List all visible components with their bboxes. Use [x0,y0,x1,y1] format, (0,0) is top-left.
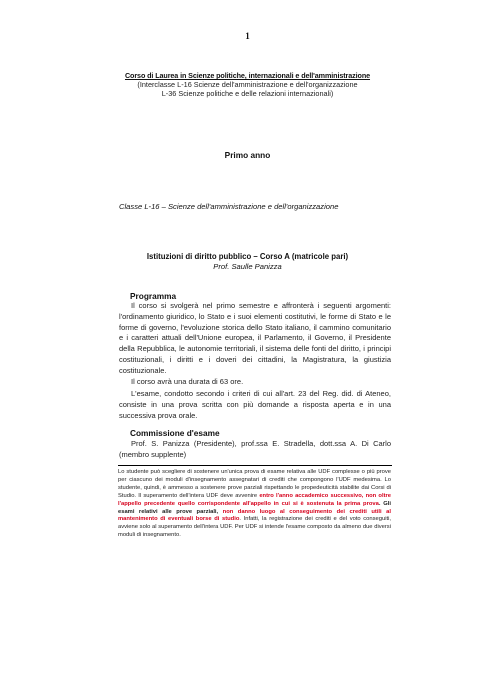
commissione-text: Prof. S. Panizza (Presidente), prof.ssa E. Stradella, dott.ssa A. Di Carlo (membro supplente) [119,439,391,459]
footnote-text-2: . Gli esami relativi alle prove parziali, [118,500,391,515]
footnote [118,469,391,540]
degree-interclass-line: (Interclasse L-16 Scienze dell'amministrazione e dell'organizzazione [137,80,358,89]
footnote-highlight-2: non danno luogo al conseguimento dei crediti utili al mantenimento di eventuali borse di studio [118,508,391,523]
course-title: Istituzioni di diritto pubblico – Corso A (matricole pari) [146,252,349,261]
course-professor: Prof. Saulle Panizza [213,262,282,271]
page-number: 1 [245,31,250,41]
degree-class-line: L-36 Scienze politiche e delle relazioni internazionali) [161,89,334,98]
year-heading: Primo anno [224,150,271,160]
programma-heading: Programma [130,291,177,301]
programma-text: Il corso si svolgerà nel primo semestre e affronterà i seguenti argomenti: l'ordinamento giuridico, lo Stato e i suoi elementi costitutivi, le forme di Stato e le forme di governo, l'evoluzione storica dello Stato italiano, il cammino comunitario e i caratteri attuali dell'Unione europea, il Parlamento, il Governo, il Presidente della Repubblica, le autonomie territoriali, il sistema delle fonti del diritto, i principi costituzionali, i diritti e i doveri dei cittadini, la Magistratura, la giustizia costituzionale. [119,301,391,375]
classe-line: Classe L-16 – Scienze dell'amministrazione e dell'organizzazione [119,202,339,211]
degree-title: Corso di Laurea in Scienze politiche, internazionali e dell'amministrazione [124,71,371,80]
footnote-highlight-1: entro l'anno accademico successivo, non oltre l'appello precedente quello corrispondente all'appello in cui si è sostenuta la prima prova [118,492,391,507]
footnote-text-3: . Infatti, la registrazione dei crediti e del voto conseguiti, avviene solo al superamento dell'intera UDF. Per UDF si intende l'esame composto da almeno due diversi moduli di insegnamento. [118,516,391,539]
course-duration: Il corso avrà una durata di 63 ore. [131,377,244,386]
footnote-divider [118,465,392,466]
commissione-heading: Commissione d'esame [130,428,220,438]
footnote-text-1: Lo studente può scegliere di sostenere un'unica prova di esame relativa alle UDF complesse o più prove per ciascuno dei moduli d'insegnamento assegnatari di crediti che compongono l'UDF medesima. Lo studente, quindi, è ammesso a sostenere prove parziali rispettando le propedeuticità stabilite dai Corsi di Studio. Il superamento dell'intera UDF deve avvenire [118,469,391,499]
exam-description: L'esame, condotto secondo i criteri di cui all'art. 23 del Reg. did. di Ateneo, consiste in una prova scritta con più domande a risposta aperta e in una successiva prova orale. [119,389,391,420]
